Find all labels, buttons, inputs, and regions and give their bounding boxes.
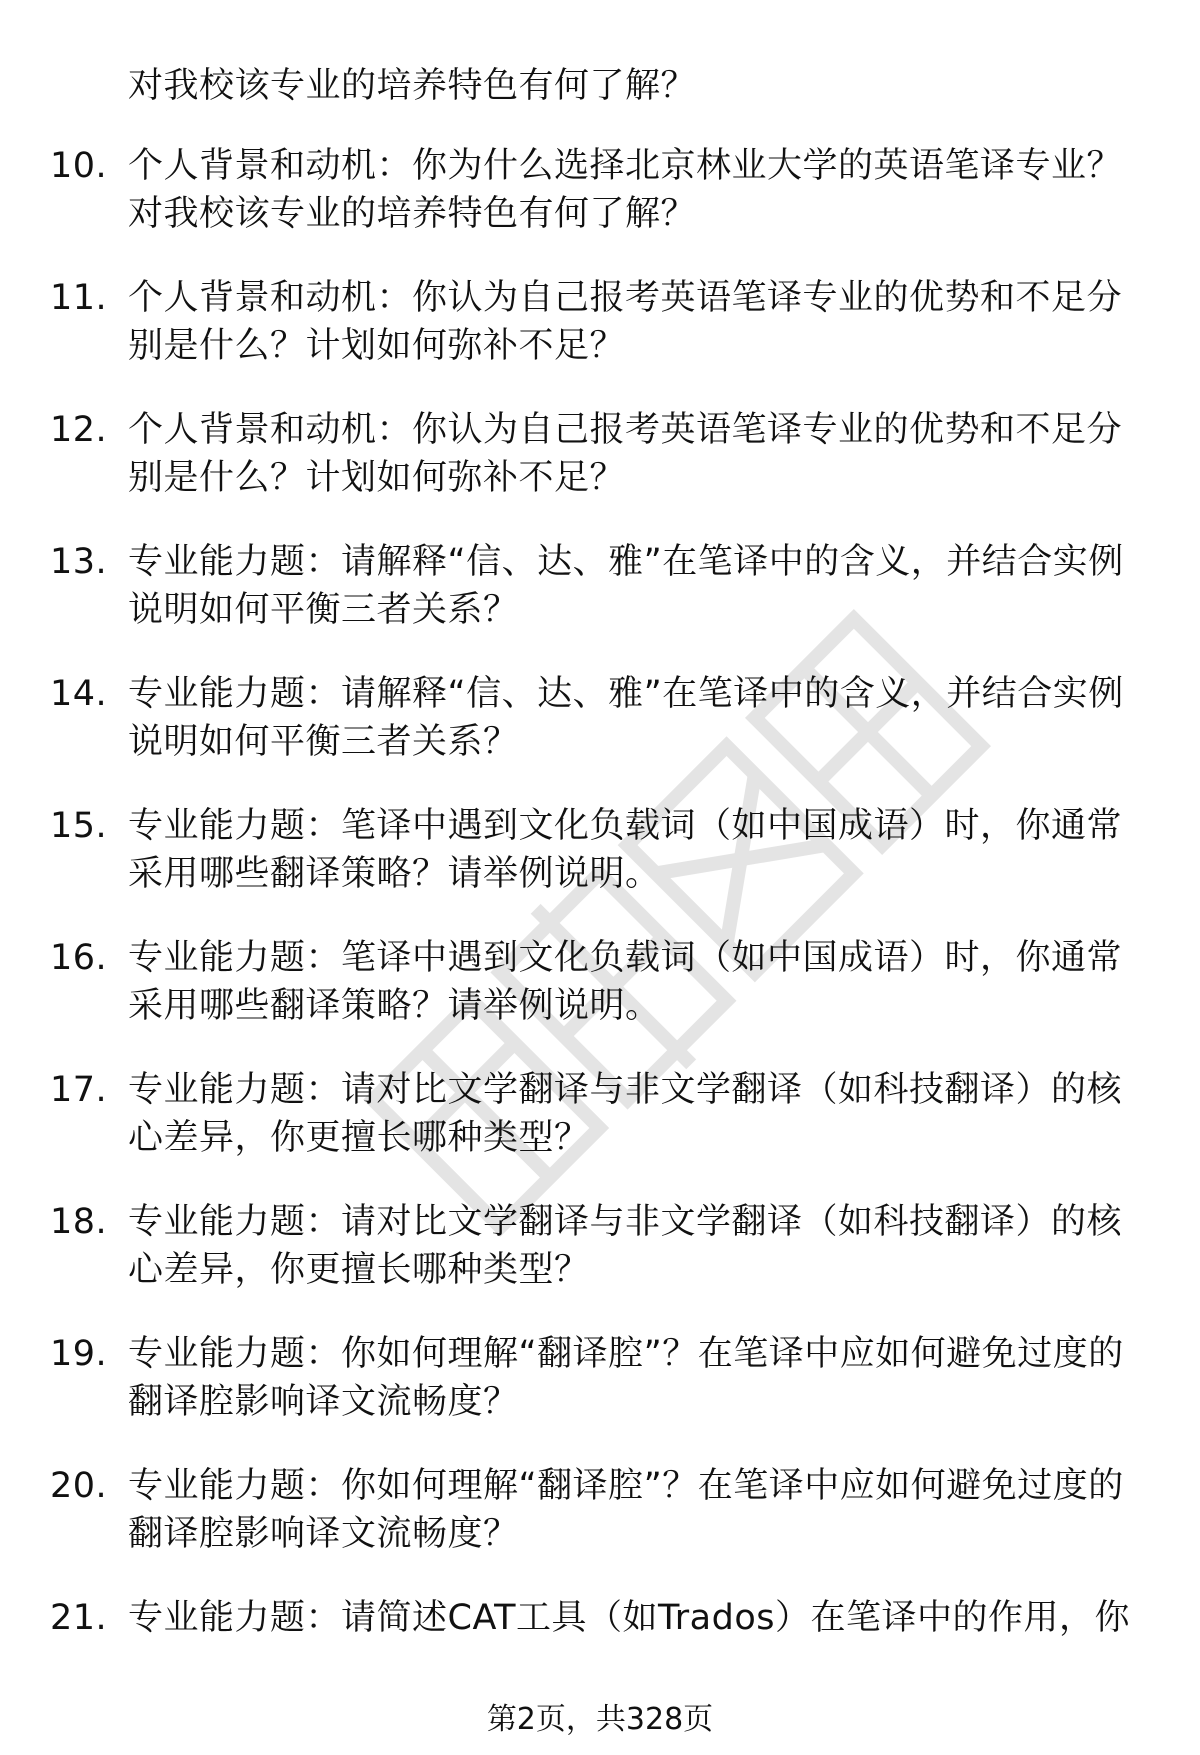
question-text: 个人背景和动机：你为什么选择北京林业大学的英语笔译专业？对我校该专业的培养特色有何了解？: [128, 146, 1123, 234]
question-item: [50, 1462, 1140, 1594]
question-number: 14.: [50, 674, 108, 714]
question-item: [50, 1330, 1140, 1462]
question-list: [50, 142, 1140, 1726]
question-number: 17.: [50, 1070, 108, 1110]
question-item: [50, 538, 1140, 670]
question-item: [50, 802, 1140, 934]
question-item: [50, 274, 1140, 406]
question-text: 专业能力题：请对比文学翻译与非文学翻译（如科技翻译）的核心差异，你更擅长哪种类型？: [128, 1202, 1123, 1290]
question-number: 20.: [50, 1466, 108, 1506]
question-number: 21.: [50, 1598, 108, 1638]
question-text: 个人背景和动机：你认为自己报考英语笔译专业的优势和不足分别是什么？计划如何弥补不足？: [128, 410, 1123, 498]
question-item: [50, 1066, 1140, 1198]
question-text: 专业能力题：请对比文学翻译与非文学翻译（如科技翻译）的核心差异，你更擅长哪种类型？: [128, 1070, 1123, 1158]
question-item: [50, 670, 1140, 802]
question-text: 专业能力题：请解释“信、达、雅”在笔译中的含义，并结合实例说明如何平衡三者关系？: [128, 674, 1124, 762]
question-number: 12.: [50, 410, 108, 450]
question-text: 个人背景和动机：你认为自己报考英语笔译专业的优势和不足分别是什么？计划如何弥补不足？: [128, 278, 1123, 366]
question-text: 专业能力题：笔译中遇到文化负载词（如中国成语）时，你通常采用哪些翻译策略？请举例说明。: [128, 806, 1123, 894]
question-number: 16.: [50, 938, 108, 978]
question-number: 18.: [50, 1202, 108, 1242]
question-text: 专业能力题：笔译中遇到文化负载词（如中国成语）时，你通常采用哪些翻译策略？请举例说明。: [128, 938, 1123, 1026]
question-text: 专业能力题：请简述CAT工具（如Trados）在笔译中的作用，你: [128, 1598, 1130, 1638]
question-item: [50, 1198, 1140, 1330]
question-number: 11.: [50, 278, 108, 318]
page-footer: 第2页，共328页: [486, 1702, 714, 1737]
continuation-text: 对我校该专业的培养特色有何了解？: [128, 66, 697, 106]
question-item: [50, 406, 1140, 538]
question-item: [50, 934, 1140, 1066]
question-number: 13.: [50, 542, 108, 582]
question-text: 专业能力题：请解释“信、达、雅”在笔译中的含义，并结合实例说明如何平衡三者关系？: [128, 542, 1124, 630]
question-item: [50, 142, 1140, 274]
question-number: 10.: [50, 146, 108, 186]
question-text: 专业能力题：你如何理解“翻译腔”？在笔译中应如何避免过度的翻译腔影响译文流畅度？: [128, 1466, 1124, 1554]
question-number: 19.: [50, 1334, 108, 1374]
question-number: 15.: [50, 806, 108, 846]
question-text: 专业能力题：你如何理解“翻译腔”？在笔译中应如何避免过度的翻译腔影响译文流畅度？: [128, 1334, 1124, 1422]
